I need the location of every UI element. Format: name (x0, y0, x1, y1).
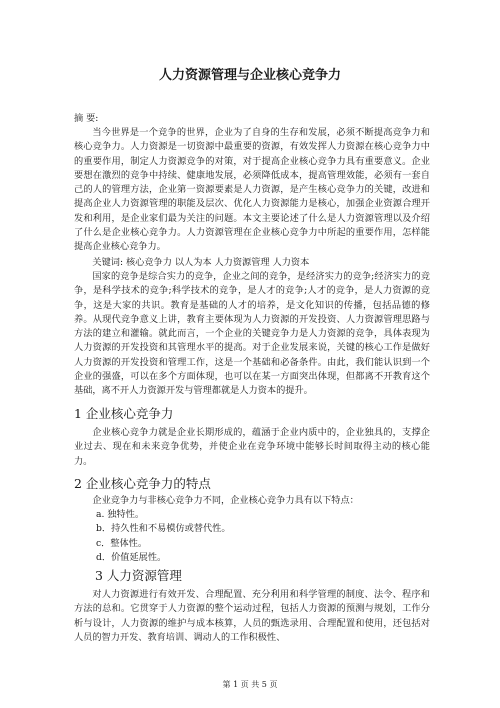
keywords-block (74, 256, 430, 270)
section3-block (74, 588, 430, 645)
intro-paragraph: 国家的竞争是综合实力的竞争，企业之间的竞争，是经济实力的竞争;经济实力的竞争，是科学技术的竞争;科学技术的竞争，是人才的竞争;人才的竞争，是人力资源的竞争，这是大家的共识。教育是基础的人才的培养，是文化知识的传播，包括品德的修养。从现代竞争意义上讲，教育主要体现为人力资源的开发投资、人力资源管理思路与方法的建立和灌输。就此而言，一个企业的关键竞争力是人力资源的竞争，具体表现为人力资源的开发投资和其管理水平的提高。对于企业发展来说，关键的核心工作是做好人力资源的开发投资和管理工作，这是一个基础和必备条件。由此，我们能认识到一个企业的强盛，可以在多个方面体现，也可以在某一方面突出体现，但都离不开教育这个基础，离不开人力资源开发与管理都就是人力资本的提升。 (74, 271, 430, 397)
section1-heading: 1 企业核心竞争力 (74, 406, 174, 421)
section1-paragraph: 企业核心竞争力就是企业长期形成的，蕴涵于企业内质中的，企业独具的，支撑企业过去、现在和未来竞争优势，并使企业在竞争环境中能够长时间取得主动的核心能力。 (74, 427, 430, 467)
list-item: a. 独特性。 (96, 509, 145, 520)
abstract-text: 当今世界是一个竞争的世界，企业为了自身的生存和发展，必须不断提高竞争力和核心竞争力。人力资源是一切资源中最重要的资源，有效发挥人力资源在核心竞争力中的重要作用，制定人力资源竞争的对策，对于提高企业核心竞争力具有重要意义。企业要想在激烈的竞争中持续、健康地发展，必须降低成本，提高管理效能，必须有一套自己的人的管理方法，企业第一资源要素是人力资源，是产生核心竞争力的关键，改进和提高企业人力资源管理的职能及层次、优化人力资源能力是核心，加强企业资源合理开发和利用，是企业家们最为关注的问题。本文主要论述了什么是人力资源管理以及介绍了什么是企业核心竞争力。人力资源管理在企业核心竞争力中所起的重要作用，怎样能提高企业核心竞争力。 (74, 127, 430, 253)
abstract-label: 摘 要: (74, 113, 99, 124)
section2-list (96, 508, 231, 565)
section1-block (74, 426, 430, 469)
section2-intro: 企业竞争力与非核心竞争力不同，企业核心竞争力具有以下特点： (92, 495, 359, 506)
intro-block (74, 270, 430, 399)
abstract-block (74, 126, 430, 255)
page-footer: 第 1 页 共 5 页 (222, 680, 278, 689)
section2-intro-block (74, 494, 430, 508)
section3-paragraph: 对人力资源进行有效开发、合理配置、充分利用和科学管理的制度、法令、程序和方法的总和。它贯穿于人力资源的整个运动过程，包括人力资源的预测与规划，工作分析与设计，人力资源的维护与成本核算，人员的甄选录用、合理配置和使用，还包括对人员的智力开发、教育培训、调动人的工作积极性、 (74, 589, 430, 643)
section2-heading: 2 企业核心竞争力的特点 (74, 476, 211, 491)
abstract-label-block (74, 112, 430, 126)
list-item: d．价值延展性。 (96, 551, 167, 563)
list-item: b．持久性和不易模仿或替代性。 (96, 523, 231, 535)
keywords: 关键词: 核心竞争力 以人为本 人力资源管理 人力资本 (92, 257, 310, 268)
document-title: 人力资源管理与企业核心竞争力 (158, 68, 341, 83)
section3-heading: 3 人力资源管理 (95, 568, 182, 583)
list-item: c．整体性。 (96, 537, 148, 549)
